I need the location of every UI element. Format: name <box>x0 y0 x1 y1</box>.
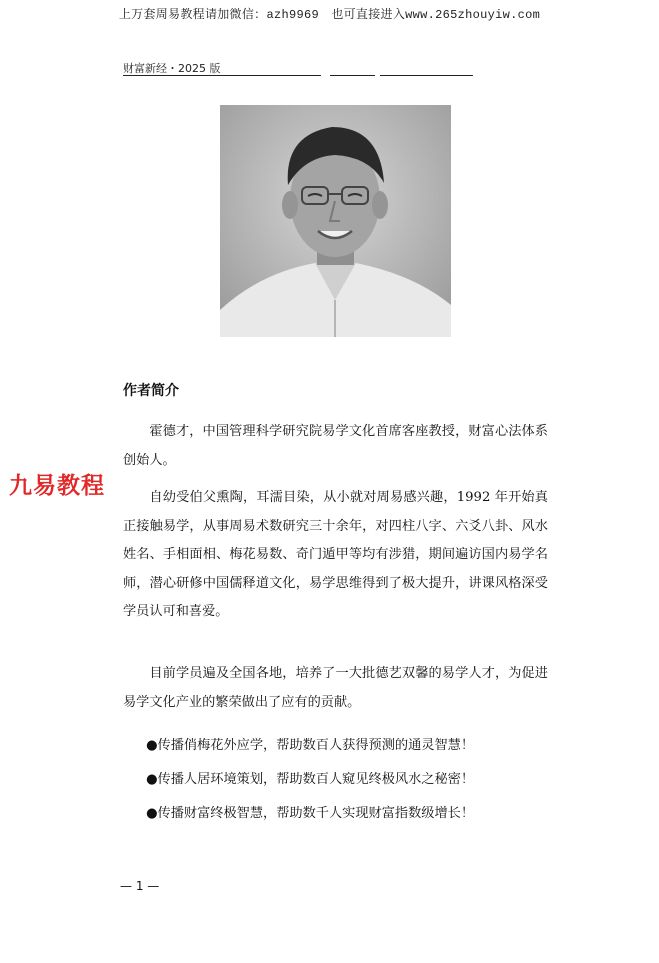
paragraph-background: 自幼受伯父熏陶，耳濡目染，从小就对周易感兴趣，1992 年开始真正接触易学，从事周易术数研究三十余年，对四柱八字、六爻八卦、风水姓名、手相面相、梅花易数、奇门遁甲等均有涉猎，期间遍访国内易学名师，潜心研修中国儒释道文化，易学思维得到了极大提升，讲课风格深受学员认可和喜爱。 <box>123 490 548 620</box>
header-rule <box>123 75 321 76</box>
section-title: 作者简介 <box>123 383 179 399</box>
author-portrait-icon <box>220 105 451 337</box>
watermark-logo: 九易教程 <box>9 473 105 499</box>
wechat-id: azh9969 <box>266 8 319 22</box>
bullet-item: ●传播人居环境策划，帮助数百人窥见终极风水之秘密！ <box>146 772 475 787</box>
website-link[interactable]: www.265zhouyiw.com <box>405 8 541 22</box>
author-photo <box>220 105 451 337</box>
banner-text-2: 也可直接进入 <box>331 7 406 21</box>
top-banner <box>0 5 659 22</box>
header-rule <box>330 75 375 76</box>
book-header: 财富新经・2025 版 <box>123 62 221 75</box>
banner-text: 上万套周易教程请加微信： <box>118 7 267 21</box>
paragraph-achievement: 目前学员遍及全国各地，培养了一大批德艺双馨的易学人才，为促进易学文化产业的繁荣做出了应有的贡献。 <box>123 666 548 710</box>
header-rule <box>380 75 473 76</box>
bullet-item: ●传播财富终极智慧，帮助数千人实现财富指数级增长！ <box>146 806 475 821</box>
bullet-item: ●传播俏梅花外应学，帮助数百人获得预测的通灵智慧！ <box>146 738 475 753</box>
paragraph-intro: 霍德才，中国管理科学研究院易学文化首席客座教授，财富心法体系创始人。 <box>123 424 548 468</box>
page-number: — 1 — <box>120 879 160 893</box>
